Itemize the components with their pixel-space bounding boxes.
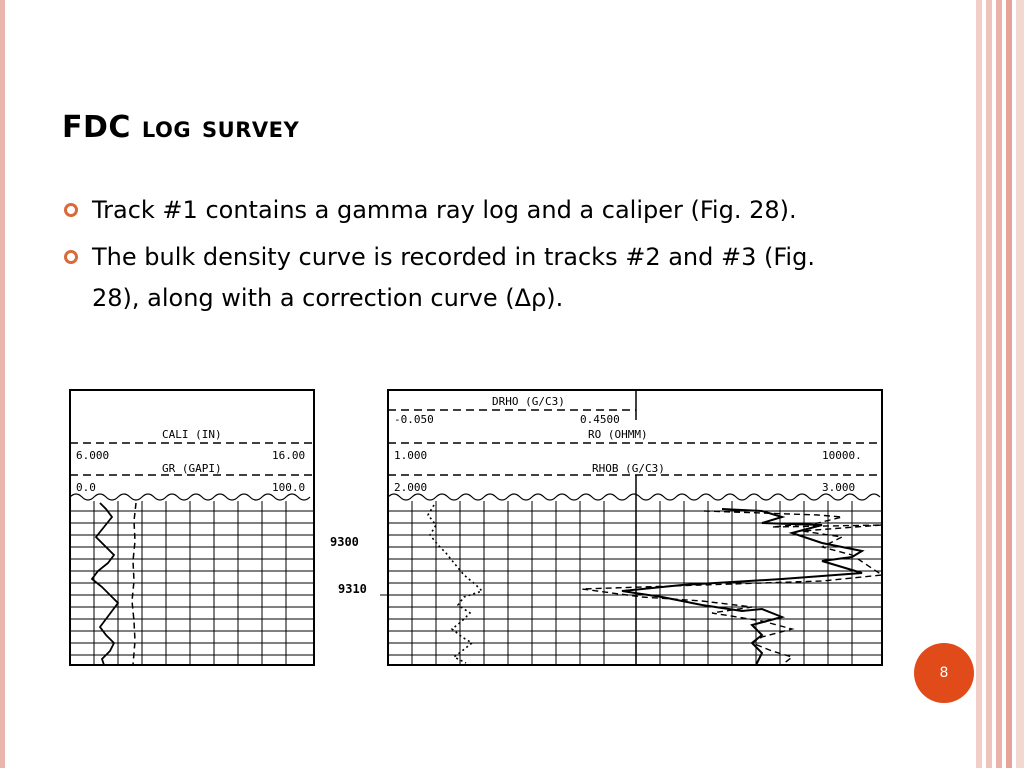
ro-label: RO (OHMM) [588,428,648,441]
page-number-badge: 8 [914,643,974,703]
drho-label: DRHO (G/C3) [492,395,565,408]
drho-max: 0.4500 [580,413,620,426]
ro-max: 10000. [822,449,862,462]
depth-label-9310: 9310 [338,582,367,596]
bullet-text: The bulk density curve is recorded in tracks #2 and #3 (Fig. 28), along with a correction curve (Δρ). [92,243,815,312]
left-decorative-border [0,0,5,768]
bullet-circle-icon [64,203,78,217]
bullet-text: Track #1 contains a gamma ray log and a caliper (Fig. 28). [92,196,797,224]
caliper-curve [132,503,136,665]
depth-label-9300: 9300 [330,535,359,549]
ro-min: 1.000 [394,449,428,462]
bullet-circle-icon [64,250,78,264]
slide-title [62,110,299,145]
bullet-list [64,190,864,325]
bullet-item [64,190,864,231]
well-log-figure [62,385,892,670]
gr-label: GR (GAPI) [162,462,222,475]
cali-label: CALI (IN) [162,428,222,441]
bullet-item [64,237,864,319]
track-1-labels [76,428,305,494]
right-decorative-stripes [976,0,1024,768]
gr-max: 100.0 [272,481,306,494]
drho-min: -0.050 [394,413,434,426]
cali-min: 6.000 [76,449,110,462]
depth-labels [330,535,367,596]
rhob-curve [622,509,862,665]
gr-min: 0.0 [76,481,96,494]
rhob-min: 2.000 [394,481,428,494]
slide-title-lead: FDC [62,110,131,145]
rhob-label: RHOB (G/C3) [592,462,665,475]
gr-curve [92,503,118,665]
cali-max: 16.00 [272,449,306,462]
slide-title-rest: log survey [130,110,300,145]
rhob-max: 3.000 [822,481,856,494]
